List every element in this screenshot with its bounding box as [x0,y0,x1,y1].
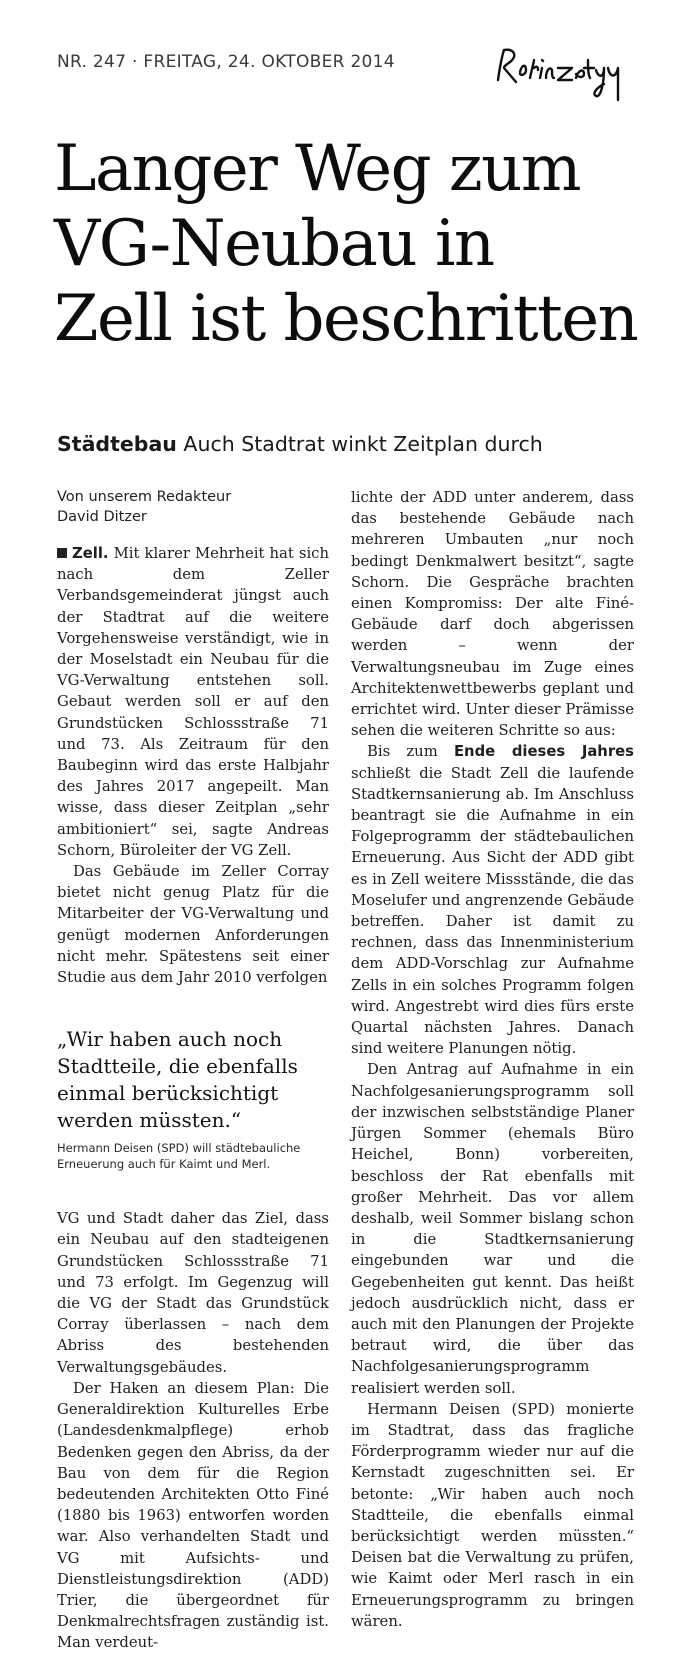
byline-author: David Ditzer [57,509,147,525]
dateline-place: Zell. [72,545,109,562]
paragraph-lead: Bis zum [367,743,438,761]
subhead-text: Auch Stadtrat winkt Zeitplan durch [183,432,543,456]
dateline: NR. 247 · FREITAG, 24. OKTOBER 2014 [57,52,395,72]
byline [57,487,329,527]
pull-quote-text: „Wir haben auch noch Stadtteile, die ebenfalls einmal berücksichtigt werden müssten.“ [57,1027,298,1133]
paragraph: Der Haken an diesem Plan: Die Generaldirektion Kulturelles Erbe (Landesdenkmalpflege) erhob Bedenken gegen den Abriss, da der Bau von dem für die Region bedeutenden Architekten Otto Finé (1880 bis 1963) entworfen worden war. Also verhandelten Stadt und VG mit Aufsichts- und Dienstleistungsdirektion (ADD) Trier, die übergeordnet für Denkmalrechtsfragen zuständig ist. Man verdeut- [57,1379,329,1652]
byline-role: Von unserem Redakteur [57,489,232,505]
subheadline [57,432,543,456]
pull-quote-attribution: Hermann Deisen (SPD) will städtebauliche Erneuerung auch für Kaimt und Merl. [57,1141,301,1172]
paragraph: Das Gebäude im Zeller Corray bietet nicht genug Platz für die Mitarbeiter der VG-Verwaltung und genügt modernen Anforderungen nicht mehr. Spätestens seit einer Studie aus dem Jahr 2010 verfolgen [57,863,329,987]
article-column-2 [351,487,634,1632]
pull-quote [57,1026,329,1172]
headline-line-1: Langer Weg zum [54,132,581,206]
newspaper-logo [492,38,652,108]
headline-line-3: Zell ist beschritten [54,282,638,356]
subhead-kicker: Städtebau [57,432,177,456]
bullet-square-icon [57,548,67,558]
paragraph [351,741,634,1059]
paragraph: Den Antrag auf Aufnahme in ein Nachfolgesanierungsprogramm soll der inzwischen selbstständige Planer Jürgen Sommer (ehemals Büro Heichel, Bonn) vorbereiten, beschloss der Rat ebenfalls mit großer Mehrheit. Das vor allem deshalb, weil Sommer bislang schon in die Stadtkernsanierung eingebunden war und die Gegebenheiten gut kennt. Das heißt jedoch ausdrücklich nicht, dass er auch mit den Planungen der Projekte betraut wird, die über das Nachfolgesanierungsprogramm realisiert werden soll. [351,1061,634,1397]
paragraph-intro [57,543,329,861]
paragraph-intro-text: Mit klarer Mehrheit hat sich nach dem Zeller Verbandsgemeinderat jüngst auch der Stadtrat auf die weitere Vorgehensweise verständigt, wie in der Moselstadt ein Neubau für die VG-Verwaltung entstehen soll. Gebaut werden soll er auf den Grundstücken Schlossstraße 71 und 73. Als Zeitraum für den Baubeginn wird das erste Halbjahr des Jahres 2017 angepeilt. Man wisse, dass dieser Zeitplan „sehr ambitioniert“ sei, sagte Andreas Schorn, Büroleiter der VG Zell. [57,545,329,859]
headline [54,132,664,357]
headline-line-2: VG-Neubau in [54,207,494,281]
paragraph-text: schließt die Stadt Zell die laufende Stadtkernsanierung ab. Im Anschluss beantragt sie die Aufnahme in ein Folgeprogramm der städtebaulichen Erneuerung. Aus Sicht der ADD gibt es in Zell weitere Missstände, die das Moselufer und angrenzende Gebäude betreffen. Daher ist damit zu rechnen, dass das Innenministerium dem ADD-Vorschlag zur Aufnahme Zells in ein solches Programm folgen wird. Angestrebt wird dies fürs erste Quartal nächsten Jahres. Danach sind weitere Planungen nötig. [351,764,634,1058]
keyword-highlight: Ende dieses Jahres [453,743,634,761]
paragraph: lichte der ADD unter anderem, dass das bestehende Gebäude nach mehreren Umbauten „nur noch bedingt Denkmalwert besitzt“, sagte Schorn. Die Gespräche brachten einen Kompromiss: Der alte Finé-Gebäude darf doch abgerissen werden – wenn der Verwaltungsneubau im Zuge eines Architektenwettbewerbs geplant und errichtet wird. Unter dieser Prämisse sehen die weiteren Schritte so aus: [351,489,634,740]
paragraph: Hermann Deisen (SPD) monierte im Stadtrat, dass das fragliche Förderprogramm wieder nur auf die Kernstadt zugeschnitten sei. Er betonte: „Wir haben auch noch Stadtteile, die ebenfalls einmal berücksichtigt werden müssten.“ Deisen bat die Verwaltung zu prüfen, wie Kaimt oder Merl rasch in ein Erneuerungsprogramm zu bringen wären. [351,1400,634,1630]
article-column-1 [57,487,329,1654]
paragraph: VG und Stadt daher das Ziel, dass ein Neubau auf den stadteigenen Grundstücken Schlossstraße 71 und 73 erfolgt. Im Gegenzug will die VG der Stadt das Grundstück Corray überlassen – nach dem Abriss des bestehenden Verwaltungsgebäudes. [57,1210,329,1376]
